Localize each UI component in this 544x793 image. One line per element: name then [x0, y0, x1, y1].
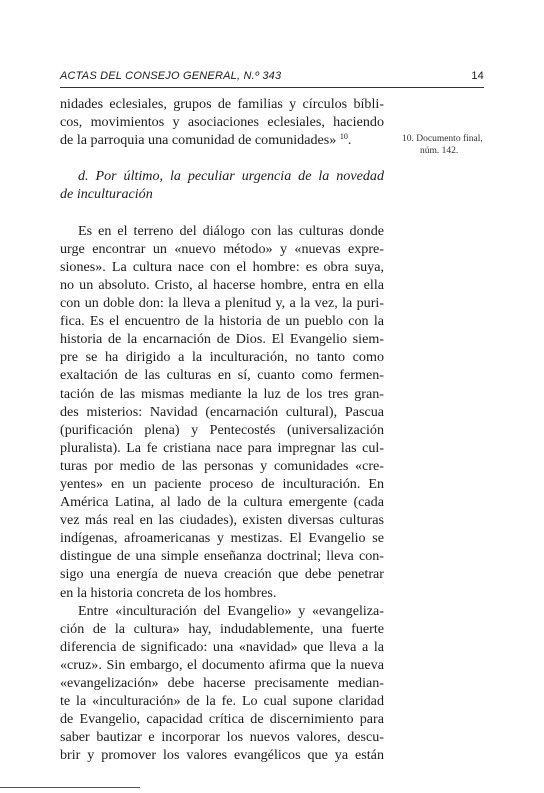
body-line: vez más real en las ciudades), existen diversas culturas: [60, 512, 384, 529]
body-line: turas por medio de las personas y comunidades «cre-: [60, 457, 384, 474]
body-line: con un doble don: la lleva a plenitud y, a la vez, la puri-: [60, 295, 384, 312]
body-line: de la parroquia una comunidad de comunidades» $^{10}$.: [60, 132, 352, 149]
body-line: «evangelización» debe hacerse precisamente median-: [60, 675, 384, 691]
section-heading: d. Por último, la peculiar urgencia de la novedad: [78, 168, 384, 185]
body-line: de Evangelio, capacidad crítica de discernimiento para: [60, 711, 384, 728]
body-line: pluralista). La fe cristiana nace para impregnar las cul-: [60, 439, 384, 456]
body-line: tación de las mismas mediante la luz de los tres gran-: [60, 385, 384, 402]
body-line: fica. Es el encuentro de la historia de un pueblo con la: [60, 313, 384, 330]
footer-rule: [0, 787, 140, 788]
header-rule: [60, 87, 484, 88]
body-line: saber bautizar e incorporar los nuevos valores, descu-: [60, 729, 384, 746]
body-line: historia de la encarnación de Dios. El Evangelio siem-: [60, 331, 384, 348]
margin-footnote-line: 10. Documento final,: [402, 134, 483, 144]
footnote-ref: 10: [339, 132, 348, 142]
body-line: nidades eclesiales, grupos de familias y círculos bíbli-: [60, 96, 384, 112]
body-line: indígenas, afroamericanas y mestizas. El Evangelio se: [60, 530, 384, 547]
body-line: urge encontrar un «nuevo método» y «nuevas expre-: [60, 240, 384, 257]
section-heading-cont: de inculturación: [60, 186, 153, 203]
body-line: pre se ha dirigido a la inculturación, no tanto como: [60, 349, 384, 366]
body-line: cos, movimientos y asociaciones eclesiales, haciendo: [60, 114, 384, 131]
body-line: no un absoluto. Cristo, al hacerse hombre, entra en ella: [60, 276, 384, 293]
body-text: [60, 95, 384, 764]
body-line: siones». La cultura nace con el hombre: es obra suya,: [60, 258, 384, 275]
body-line: «cruz». Sin embargo, el documento afirma que la nueva: [60, 656, 384, 673]
body-line: sigo una energía de nueva creación que debe penetrar: [60, 566, 384, 583]
margin-footnote-line: núm. 142.: [420, 146, 459, 156]
body-line: exaltación de las culturas en sí, cuanto como fermen-: [60, 367, 384, 384]
body-line: yentes» en un paciente proceso de inculturación. En: [60, 475, 384, 492]
blank-line: [60, 149, 384, 167]
running-header-title: ACTAS DEL CONSEJO GENERAL, N.º 343: [60, 70, 282, 82]
blank-line: [60, 204, 384, 222]
body-line: des misterios: Navidad (encarnación cultural), Pascua: [60, 403, 384, 420]
body-line: en la historia concreta de los hombres.: [60, 584, 277, 601]
running-header: [60, 70, 484, 82]
body-line: diferencia de significado: una «navidad» que lleva a la: [60, 638, 384, 655]
body-line: Es en el terreno del diálogo con las culturas donde: [78, 222, 384, 239]
body-line: Entre «inculturación del Evangelio» y «evangeliza-: [78, 602, 384, 619]
margin-footnote: [402, 133, 502, 157]
body-line: distingue de una simple enseñanza doctrinal; lleva con-: [60, 548, 384, 565]
page-number: 14: [471, 70, 484, 82]
body-line: América Latina, al lado de la cultura emergente (cada: [60, 494, 384, 511]
body-line: te la «inculturación» de la fe. Lo cual supone claridad: [60, 693, 384, 710]
body-line: (purificación plena) y Pentecostés (universalización: [60, 421, 384, 438]
body-line: ción de la cultura» hay, indudablemente, una fuerte: [60, 620, 384, 637]
body-line: brir y promover los valores evangélicos que ya están: [60, 747, 384, 764]
